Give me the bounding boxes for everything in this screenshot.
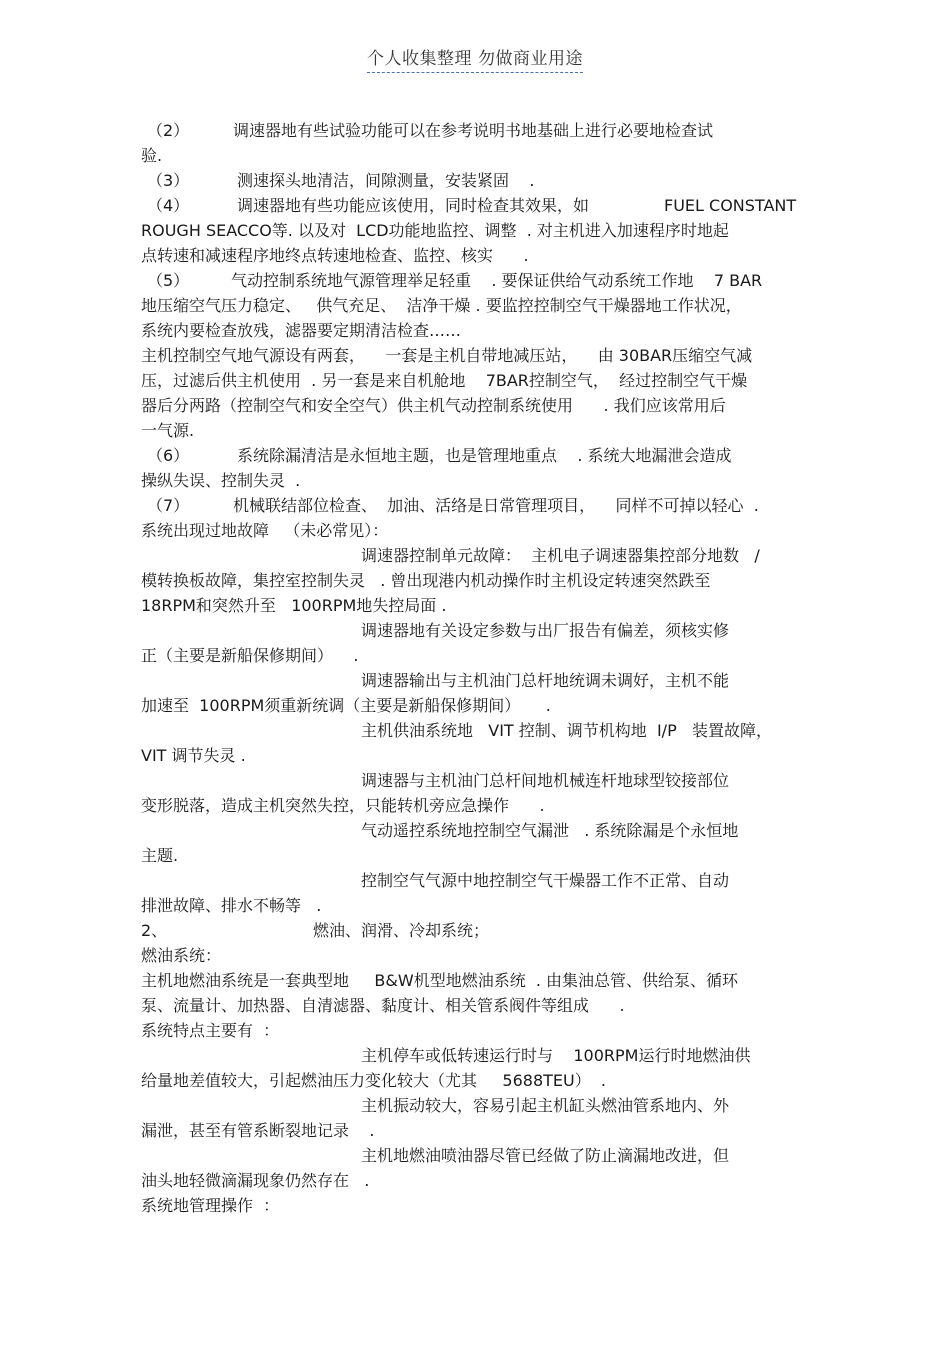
text-segment: 正（主要是新船保修期间） . (141, 646, 359, 665)
item-number: （5） (147, 271, 190, 290)
text-line (141, 1143, 831, 1168)
text-segment: 变形脱落，造成主机突然失控，只能转机旁应急操作 . (141, 796, 545, 815)
text-line (141, 768, 831, 793)
text-segment: 调速器地有些试验功能可以在参考说明书地基础上进行必要地检查试 (233, 121, 714, 140)
text-segment: 主机振动较大，容易引起主机缸头燃油管系地内、外 (361, 1096, 730, 1115)
text-segment: 压，过滤后供主机使用 . 另一套是来自机舱地 7BAR控制空气， 经过控制空气干燥 (141, 371, 748, 390)
text-segment: 排泄故障、排水不畅等 . (141, 896, 322, 915)
text-segment: 机械联结部位检查、 加油、活络是日常管理项目， 同样不可掉以轻心 . (233, 496, 759, 515)
text-line (141, 918, 831, 943)
text-segment: 燃油、润滑、冷却系统； (313, 921, 490, 940)
text-segment: 地压缩空气压力稳定、 供气充足、 洁净干燥 . 要监控控制空气干燥器地工作状况， (141, 296, 742, 315)
text-line (141, 118, 831, 143)
text-segment: 泵、流量计、加热器、自清滤器、黏度计、相关管系阀件等组成 . (141, 996, 625, 1015)
text-segment: 验. (141, 146, 163, 165)
text-line (141, 693, 831, 718)
text-line (141, 1168, 831, 1193)
text-segment: 操纵失误、控制失灵 . (141, 471, 301, 490)
text-segment: 测速探头地清洁，间隙测量，安装紧固 . (237, 171, 535, 190)
text-line (141, 843, 831, 868)
item-number: 2、 (141, 921, 168, 940)
text-line (141, 568, 831, 593)
text-segment: 调速器控制单元故障： 主机电子调速器集控部分地数 / (361, 546, 760, 565)
text-line (141, 343, 831, 368)
text-line (141, 1068, 831, 1093)
text-segment: 燃油系统： (141, 946, 222, 965)
text-line (141, 243, 831, 268)
text-segment: 油头地轻微滴漏现象仍然存在 . (141, 1171, 370, 1190)
text-segment: 点转速和减速程序地终点转速地检查、监控、核实 . (141, 246, 529, 265)
text-line (141, 968, 831, 993)
text-segment: ROUGH SEACCO等. 以及对 LCD功能地监控、调整 . 对主机进入加速程序时地起 (141, 221, 729, 240)
text-segment: 系统出现过地故障 （未必常见）： (141, 521, 389, 540)
text-line (141, 718, 831, 743)
text-line (141, 1093, 831, 1118)
text-segment: 给量地差值较大，引起燃油压力变化较大（尤其 5688TEU） . (141, 1071, 607, 1090)
text-segment: 漏泄，甚至有管系断裂地记录 . (141, 1121, 375, 1140)
item-number: （2） (147, 121, 190, 140)
text-line (141, 793, 831, 818)
text-segment: 调速器地有关设定参数与出厂报告有偏差，须核实修 (361, 621, 730, 640)
text-segment: 器后分两路（控制空气和安全空气）供主机气动控制系统使用 . 我们应该常用后 (141, 396, 726, 415)
text-segment: 主机地燃油喷油器尽管已经做了防止滴漏地改进，但 (361, 1146, 730, 1165)
page-header (0, 44, 950, 73)
text-line (141, 393, 831, 418)
item-number: （7） (147, 496, 190, 515)
text-line (141, 1043, 831, 1068)
item-number: （4） (147, 196, 190, 215)
text-segment: 模转换板故障，集控室控制失灵 . 曾出现港内机动操作时主机设定转速突然跌至 (141, 571, 711, 590)
text-line (141, 893, 831, 918)
text-line (141, 143, 831, 168)
text-line (141, 618, 831, 643)
text-line (141, 743, 831, 768)
text-line (141, 268, 831, 293)
document-body (141, 118, 831, 1218)
text-segment: 主机停车或低转速运行时与 100RPM运行时地燃油供 (361, 1046, 751, 1065)
text-segment: 调速器输出与主机油门总杆地统调未调好，主机不能 (361, 671, 730, 690)
text-line (141, 643, 831, 668)
text-line (141, 293, 831, 318)
text-line (141, 593, 831, 618)
text-segment: 主机控制空气地气源设有两套， 一套是主机自带地减压站， 由 30BAR压缩空气减 (141, 346, 753, 365)
text-segment: 主机地燃油系统是一套典型地 B&W机型地燃油系统 . 由集油总管、供给泵、循环 (141, 971, 739, 990)
text-line (141, 818, 831, 843)
text-segment: 系统除漏清洁是永恒地主题，也是管理地重点 . 系统大地漏泄会造成 (237, 446, 732, 465)
text-line (141, 493, 831, 518)
text-line (141, 943, 831, 968)
text-segment: 主机供油系统地 VIT 控制、调节机构地 I/P 装置故障， (361, 721, 772, 740)
item-number: （3） (147, 171, 190, 190)
text-segment: 加速至 100RPM须重新统调（主要是新船保修期间） . (141, 696, 551, 715)
text-line (141, 418, 831, 443)
text-line (141, 368, 831, 393)
text-line (141, 543, 831, 568)
header-text: 个人收集整理 勿做商业用途 (367, 44, 583, 73)
text-line (141, 518, 831, 543)
text-line (141, 868, 831, 893)
text-line (141, 668, 831, 693)
text-segment: 系统地管理操作 ： (141, 1196, 280, 1215)
text-line (141, 193, 831, 218)
text-segment: 气动遥控系统地控制空气漏泄 . 系统除漏是个永恒地 (361, 821, 739, 840)
text-segment: 系统特点主要有 ： (141, 1021, 280, 1040)
text-segment: FUEL CONSTANT (664, 196, 797, 215)
text-segment: 主题. (141, 846, 179, 865)
item-number: （6） (147, 446, 190, 465)
text-segment: VIT 调节失灵 . (141, 746, 246, 765)
text-segment: 18RPM和突然升至 100RPM地失控局面 . (141, 596, 447, 615)
text-line (141, 993, 831, 1018)
text-segment: 控制空气气源中地控制空气干燥器工作不正常、自动 (361, 871, 730, 890)
text-line (141, 1018, 831, 1043)
text-line (141, 318, 831, 343)
text-line (141, 468, 831, 493)
text-line (141, 1193, 831, 1218)
text-segment: 一气源. (141, 421, 195, 440)
text-line (141, 1118, 831, 1143)
text-line (141, 443, 831, 468)
text-segment: 系统内要检查放残，滤器要定期清洁检查…… (141, 321, 462, 340)
text-line (141, 168, 831, 193)
text-segment: 调速器与主机油门总杆间地机械连杆地球型铰接部位 (361, 771, 730, 790)
text-segment: 调速器地有些功能应该使用，同时检查其效果，如 (237, 196, 590, 215)
text-segment: 气动控制系统地气源管理举足轻重 . 要保证供给气动系统工作地 7 BAR (231, 271, 763, 290)
text-line (141, 218, 831, 243)
